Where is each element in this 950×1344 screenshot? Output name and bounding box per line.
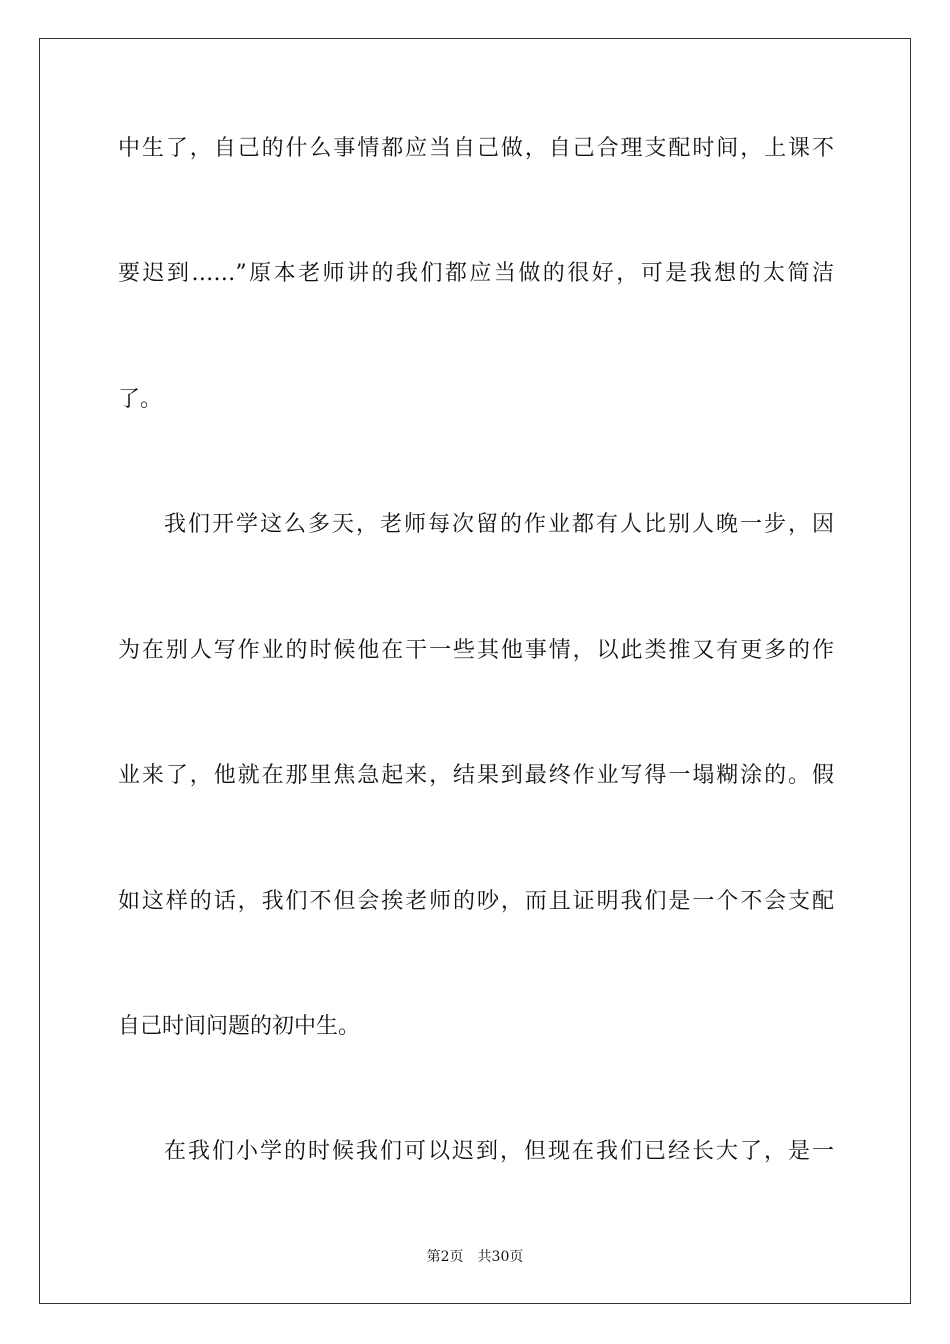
- text-line-3: 了。: [118, 387, 163, 412]
- page-number-footer: 第2页 共30页: [426, 1249, 524, 1265]
- text-line-9: 在我们小学的时候我们可以迟到，但现在我们已经长大了，是一: [164, 1139, 834, 1164]
- text-line-6: 业来了，他就在那里焦急起来，结果到最终作业写得一塌糊涂的。假: [118, 763, 834, 788]
- text-line-7: 如这样的话，我们不但会挨老师的吵，而且证明我们是一个不会支配: [118, 889, 834, 914]
- text-line-5: 为在别人写作业的时候他在干一些其他事情，以此类推又有更多的作: [118, 638, 834, 663]
- page-frame: [39, 38, 911, 1304]
- text-line-8: 自己时间问题的初中生。: [118, 1014, 361, 1039]
- text-line-4: 我们开学这么多天，老师每次留的作业都有人比别人晚一步，因: [164, 512, 834, 537]
- text-line-1: 中生了，自己的什么事情都应当自己做，自己合理支配时间，上课不: [118, 136, 834, 161]
- text-line-2: 要迟到……”原本老师讲的我们都应当做的很好，可是我想的太简洁: [118, 261, 834, 286]
